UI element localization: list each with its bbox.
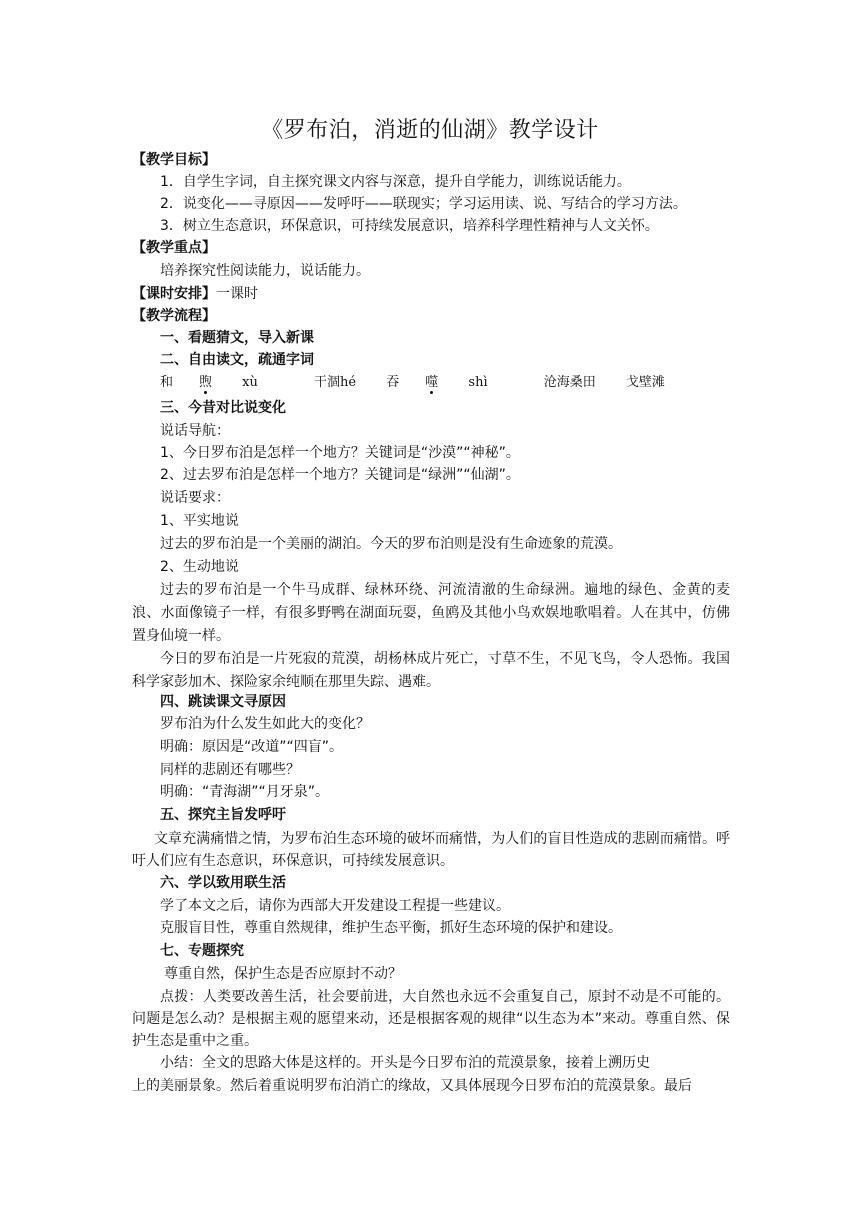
section-5-text: 文章充满痛惜之情，为罗布泊生态环境的破坏而痛惜，为人们的盲目性造成的悲剧而痛惜。呼吁人们应有生态意识，环保意识，可持续发展意识。	[132, 831, 730, 869]
section-4-question-1: 罗布泊为什么发生如此大的变化？	[160, 716, 370, 732]
section-6-answer: 克服盲目性，尊重自然规律，维护生态平衡，抓好生态环境的保护和建设。	[160, 920, 622, 936]
section-4-answer-1: 明确：原因是“改道”“四盲”。	[160, 739, 344, 755]
vocab-word-1: 和 煦 xù	[160, 375, 258, 390]
speaking-guide-label: 说话导航：	[160, 423, 230, 439]
process-heading: 【教学流程】	[132, 308, 216, 324]
goals-heading: 【教学目标】	[132, 152, 216, 168]
section-4-heading: 四、跳读课文寻原因	[160, 694, 286, 710]
requirement-2-paragraph-2: 今日的罗布泊是一片死寂的荒漠，胡杨林成片死亡，寸草不生，不见飞鸟，令人恐怖。我国科学家彭加木、探险家余纯顺在那里失踪、遇难。	[132, 651, 730, 690]
vocabulary-row	[160, 373, 691, 393]
focus-heading: 【教学重点】	[132, 240, 216, 256]
vocab-word-4: 沧海桑田	[543, 375, 596, 390]
focus-text: 培养探究性阅读能力，说话能力。	[160, 263, 370, 279]
requirement-2-paragraph-1: 过去的罗布泊是一个牛马成群、绿林环绕、河流清澈的生命绿洲。遍地的绿色、金黄的麦浪、水面像镜子一样，有很多野鸭在湖面玩耍，鱼鸥及其他小鸟欢娱地歌唱着。人在其中，仿佛置身仙境一样。	[132, 582, 730, 644]
summary-line-1: 小结：全文的思路大体是这样的。开头是今日罗布泊的荒漠景象，接着上溯历史	[160, 1055, 650, 1071]
section-4-answer-2: 明确：“青海湖”“月牙泉”。	[160, 784, 330, 800]
section-6-prompt: 学了本文之后，请你为西部大开发建设工程提一些建议。	[160, 898, 510, 914]
goal-item-3: 3．树立生态意识，环保意识，可持续发展意识，培养科学理性精神与人文关怀。	[160, 218, 659, 234]
requirement-2: 2、生动地说	[160, 559, 239, 575]
section-3-heading: 三、今昔对比说变化	[160, 400, 286, 416]
requirement-1-text: 过去的罗布泊是一个美丽的湖泊。今天的罗布泊则是没有生命迹象的荒漠。	[160, 536, 622, 552]
speaking-requirements-label: 说话要求：	[160, 490, 230, 506]
vocab-word-5: 戈壁滩	[625, 375, 665, 390]
requirement-1: 1、平实地说	[160, 513, 239, 529]
section-4-question-2: 同样的悲剧还有哪些？	[160, 762, 300, 778]
page-title: 《罗布泊，消逝的仙湖》教学设计	[261, 118, 599, 143]
section-7-question: 尊重自然，保护生态是否应原封不动？	[164, 966, 402, 982]
section-5-heading: 五、探究主旨发呼吁	[160, 807, 286, 823]
section-2-heading: 二、自由读文，疏通字词	[160, 352, 314, 368]
summary-line-2: 上的美丽景象。然后着重说明罗布泊消亡的缘故，又具体展现今日罗布泊的荒漠景象。最后	[132, 1078, 692, 1094]
guide-question-1: 1、今日罗布泊是怎样一个地方？关键词是“沙漠”“神秘”。	[160, 445, 520, 461]
schedule-value: 一课时	[216, 286, 258, 302]
section-7-hint: 点拨：人类要改善生活，社会要前进，大自然也永远不会重复自己，原封不动是不可能的。问题是怎么动？是根据主观的愿望来动，还是根据客观的规律“以生态为本”来动。尊重自然、保护生态是重中之重。	[132, 989, 730, 1049]
guide-question-2: 2、过去罗布泊是怎样一个地方？关键词是“绿洲”“仙湖”。	[160, 467, 520, 483]
vocab-word-3: 吞 噬 shì	[386, 375, 488, 390]
section-1-heading: 一、看题猜文，导入新课	[160, 330, 314, 346]
goal-item-1: 1．自学生字词，自主探究课文内容与深意，提升自学能力，训练说话能力。	[160, 174, 631, 190]
section-6-heading: 六、学以致用联生活	[160, 875, 286, 891]
schedule-row	[132, 284, 258, 304]
schedule-heading: 【课时安排】	[132, 286, 216, 302]
goal-item-2: 2．说变化——寻原因——发呼吁——联现实；学习运用读、说、写结合的学习方法。	[160, 196, 687, 212]
vocab-word-2: 干涸hé	[314, 375, 357, 390]
section-7-heading: 七、专题探究	[160, 943, 244, 959]
